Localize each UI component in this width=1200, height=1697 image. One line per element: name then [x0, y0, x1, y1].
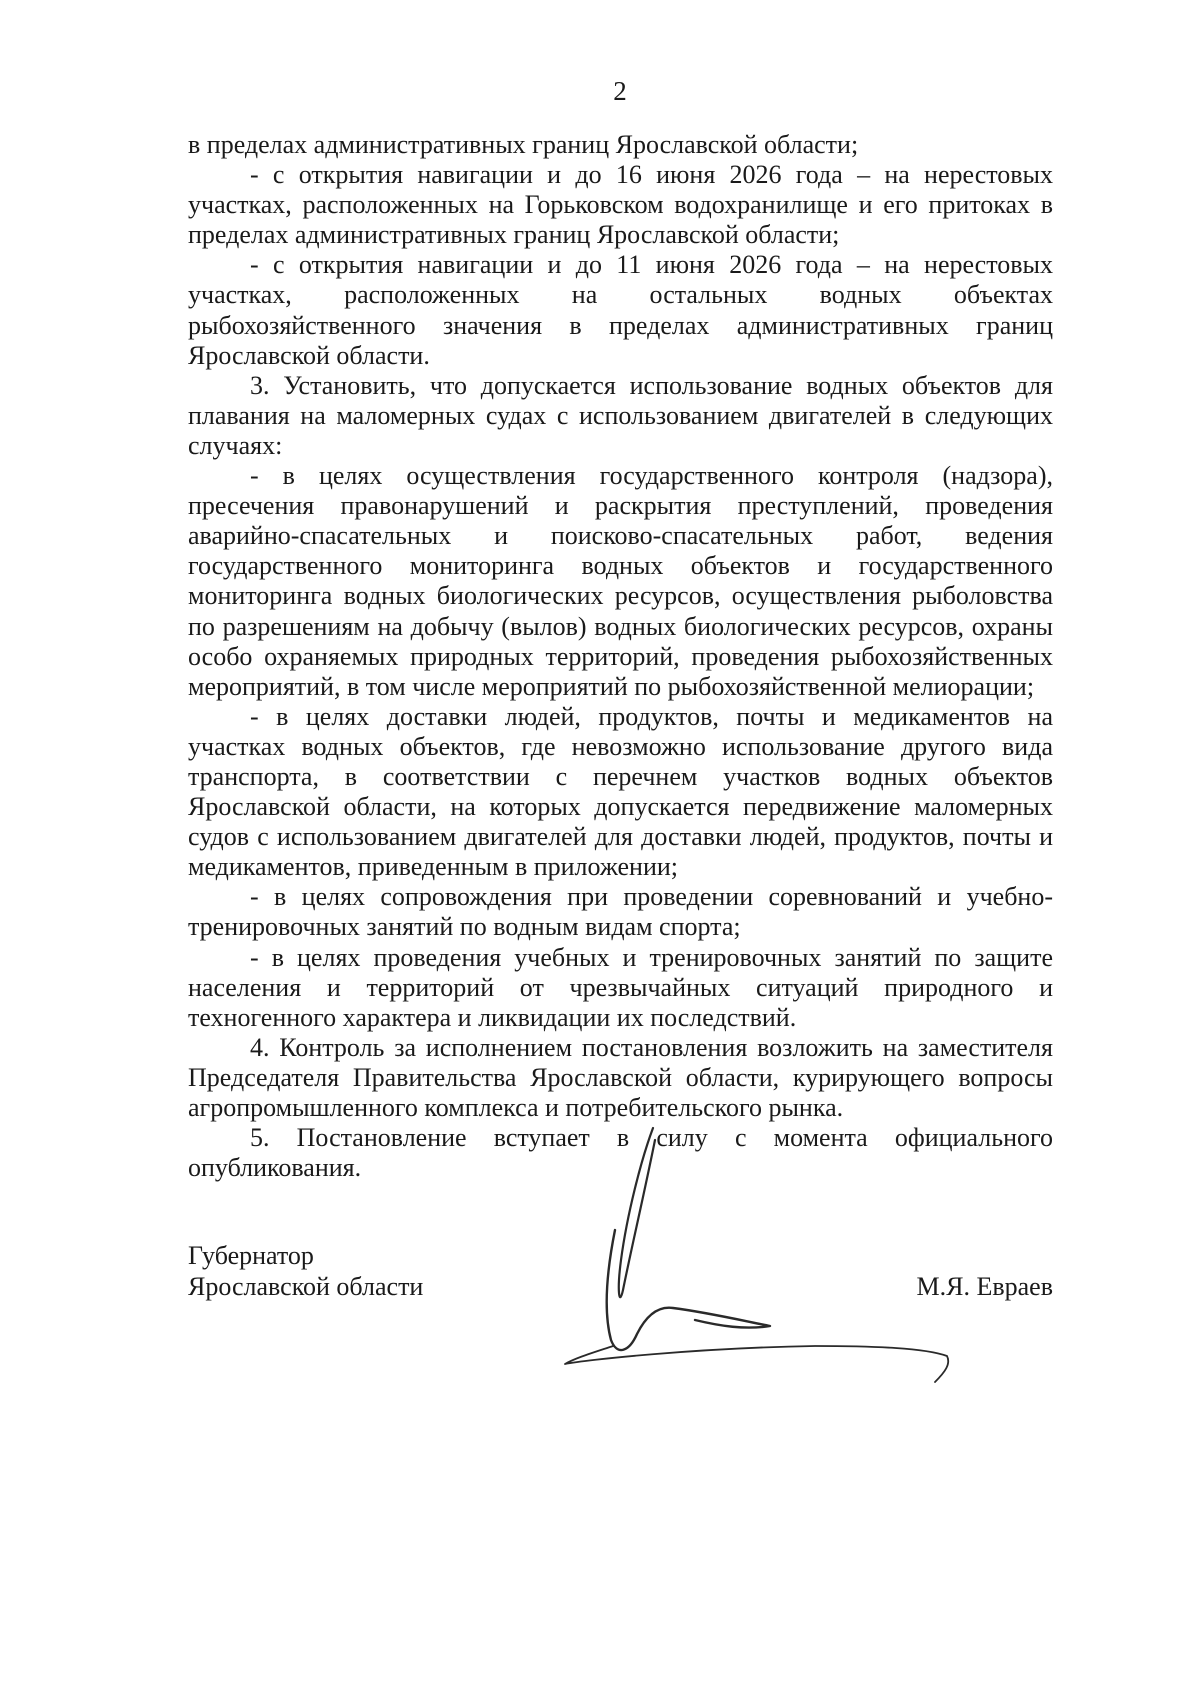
signature-block — [188, 1240, 1053, 1350]
paragraph-continuation: в пределах административных границ Ярославской области; — [188, 130, 859, 159]
page-number: 2 — [613, 76, 627, 106]
paragraph-delivery-purposes: - в целях доставки людей, продуктов, почты и медикаментов на участках водных объектов, где невозможно использование другого вида транспорта, в соответствии с перечнем участков водных объектов Ярославской области, на которых допускается передвижение маломерных судов с использованием двигателей для доставки людей, продуктов, почты и медикаментов, приведенным в приложении; — [188, 701, 1053, 882]
paragraph-control-purposes: - в целях осуществления государственного контроля (надзора), пресечения правонарушений и раскрытия преступлений, проведения аварийно-спасательных и поисково-спасательных работ, ведения государственного мониторинга водных объектов и государственного мониторинга водных биологических ресурсов, осуществления рыболовства по разрешениям на добычу (вылов) водных биологических ресурсов, охраны особо охраняемых природных территорий, проведения рыбохозяйственных мероприятий, в том числе мероприятий по рыбохозяйственной мелиорации; — [188, 461, 1053, 701]
signatory-title: Губернатор — [188, 1241, 314, 1270]
paragraph-sport-escort: - в целях сопровождения при проведении соревнований и учебно-тренировочных занятий по водным видам спорта; — [188, 882, 1053, 942]
signatory-position — [188, 1240, 423, 1302]
paragraph-emergency-training: - в целях проведения учебных и тренировочных занятий по защите населения и территорий от чрезвычайных ситуаций природного и техногенного характера и ликвидации их последствий. — [188, 942, 1053, 1032]
signatory-region: Ярославской области — [188, 1272, 424, 1301]
document-body — [188, 130, 1053, 1183]
paragraph-other-water-bodies: - с открытия навигации и до 11 июня 2026 года – на нерестовых участках, расположенных на остальных водных объектах рыбохозяйственного значения в пределах административных границ Ярославской области. — [188, 250, 1053, 370]
paragraph-clause-3: 3. Установить, что допускается использование водных объектов для плавания на маломерных судах с использованием двигателей в следующих случаях: — [188, 370, 1053, 460]
paragraph-clause-5: 5. Постановление вступает в силу с момента официального опубликования. — [188, 1123, 1053, 1183]
paragraph-gorkovskoe-reservoir: - с открытия навигации и до 16 июня 2026 года – на нерестовых участках, расположенных на Горьковском водохранилище и его притоках в пределах административных границ Ярославской области; — [188, 160, 1053, 250]
signatory-name: М.Я. Евраев — [916, 1272, 1053, 1301]
paragraph-clause-4: 4. Контроль за исполнением постановления возложить на заместителя Председателя Правительства Ярославской области, курирующего вопросы агропромышленного комплекса и потребительского рынка. — [188, 1032, 1053, 1122]
